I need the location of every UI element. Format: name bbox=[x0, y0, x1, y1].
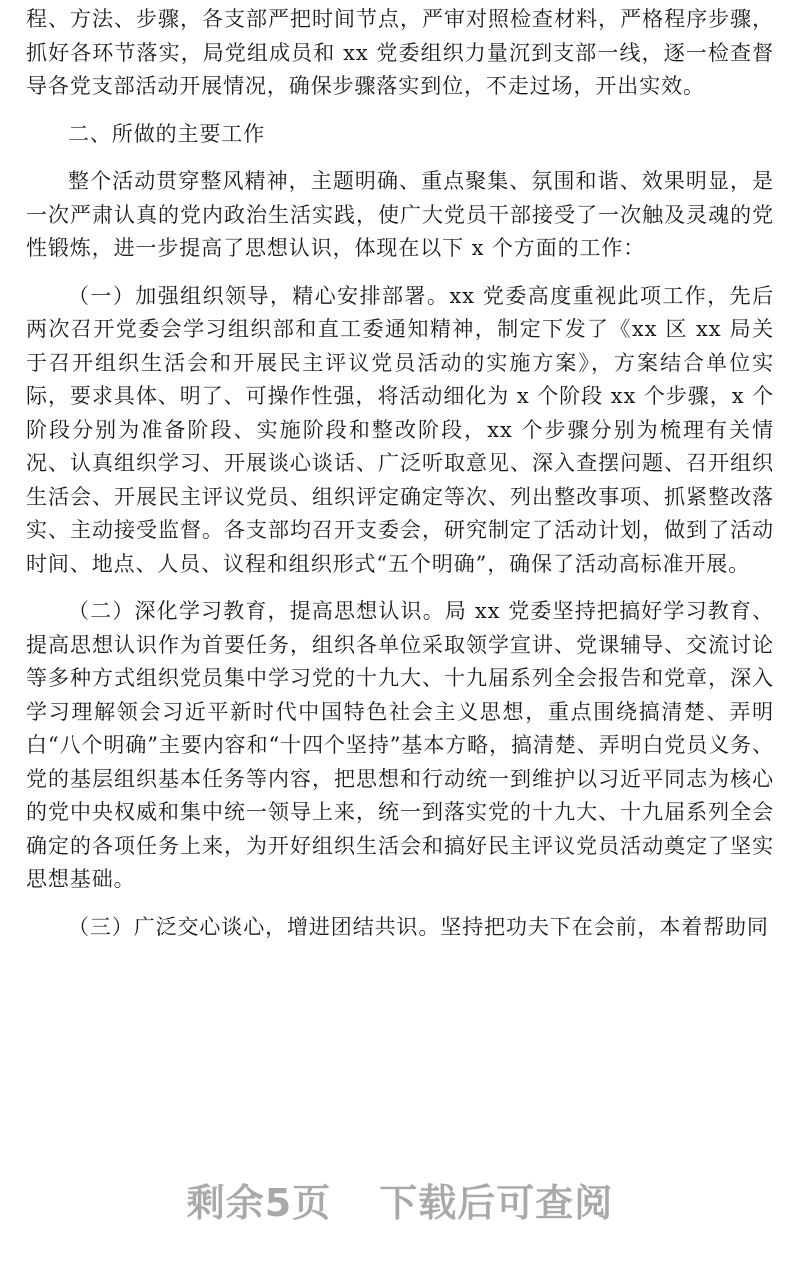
paragraph-intro: 程、方法、步骤，各支部严把时间节点，严审对照检查材料，严格程序步骤，抓好各环节落实，局党组成员和 xx 党委组织力量沉到支部一线，逐一检查督导各党支部活动开展情况，确保步骤落实到位，不走过场，开出实效。 bbox=[26, 7, 774, 98]
paragraph-item-1: （一）加强组织领导，精心安排部署。xx 党委高度重视此项工作，先后两次召开党委会学习组织部和直工委通知精神，制定下发了《xx 区 xx 局关于召开组织生活会和开展民主评议党员活动的实施方案》，方案结合单位实际，要求具体、明了、可操作性强，将活动细化为 x 个阶段 xx 个步骤，x 个阶段分别为准备阶段、实施阶段和整改阶段，xx 个步骤分别为梳理有关情况、认真组织学习、开展谈心谈话、广泛听取意见、深入查摆问题、召开组织生活会、开展民主评议党员、组织评定确定等次、列出整改事项、抓紧整改落实、主动接受监督。各支部均召开支委会，研究制定了活动计划，做到了活动时间、地点、人员、议程和组织形式“五个明确”，确保了活动高标准开展。 bbox=[26, 283, 774, 576]
paragraph-item-3: （三）广泛交心谈心，增进团结共识。坚持把功夫下在会前，本着帮助同 bbox=[68, 914, 769, 939]
download-to-view-text: 下载后可查阅 bbox=[379, 1181, 614, 1225]
download-prompt-banner[interactable] bbox=[0, 1172, 800, 1227]
paragraph-overview: 整个活动贯穿整风精神，主题明确、重点聚集、氛围和谐、效果明显，是一次严肃认真的党内政治生活实践，使广大党员干部接受了一次触及灵魂的党性锻炼，进一步提高了思想认识，体现在以下 x 个方面的工作： bbox=[26, 169, 774, 260]
paragraph-item-2: （二）深化学习教育，提高思想认识。局 xx 党委坚持把搞好学习教育、提高思想认识作为首要任务，组织各单位采取领学宣讲、党课辅导、交流讨论等多种方式组织党员集中学习党的十九大、十九届系列全会报告和党章，深入学习理解领会习近平新时代中国特色社会主义思想，重点围绕搞清楚、弄明白“八个明确”主要内容和“十四个坚持”基本方略，搞清楚、弄明白党员义务、党的基层组织基本任务等内容，把思想和行动统一到维护以习近平同志为核心的党中央权威和集中统一领导上来，统一到落实党的十九大、十九届系列全会确定的各项任务上来，为开好组织生活会和搞好民主评议党员活动奠定了坚实思想基础。 bbox=[26, 599, 774, 891]
document-body bbox=[26, 0, 774, 944]
section-heading: 二、所做的主要工作 bbox=[68, 121, 266, 146]
remaining-pages-text: 剩余5页 bbox=[186, 1181, 332, 1225]
